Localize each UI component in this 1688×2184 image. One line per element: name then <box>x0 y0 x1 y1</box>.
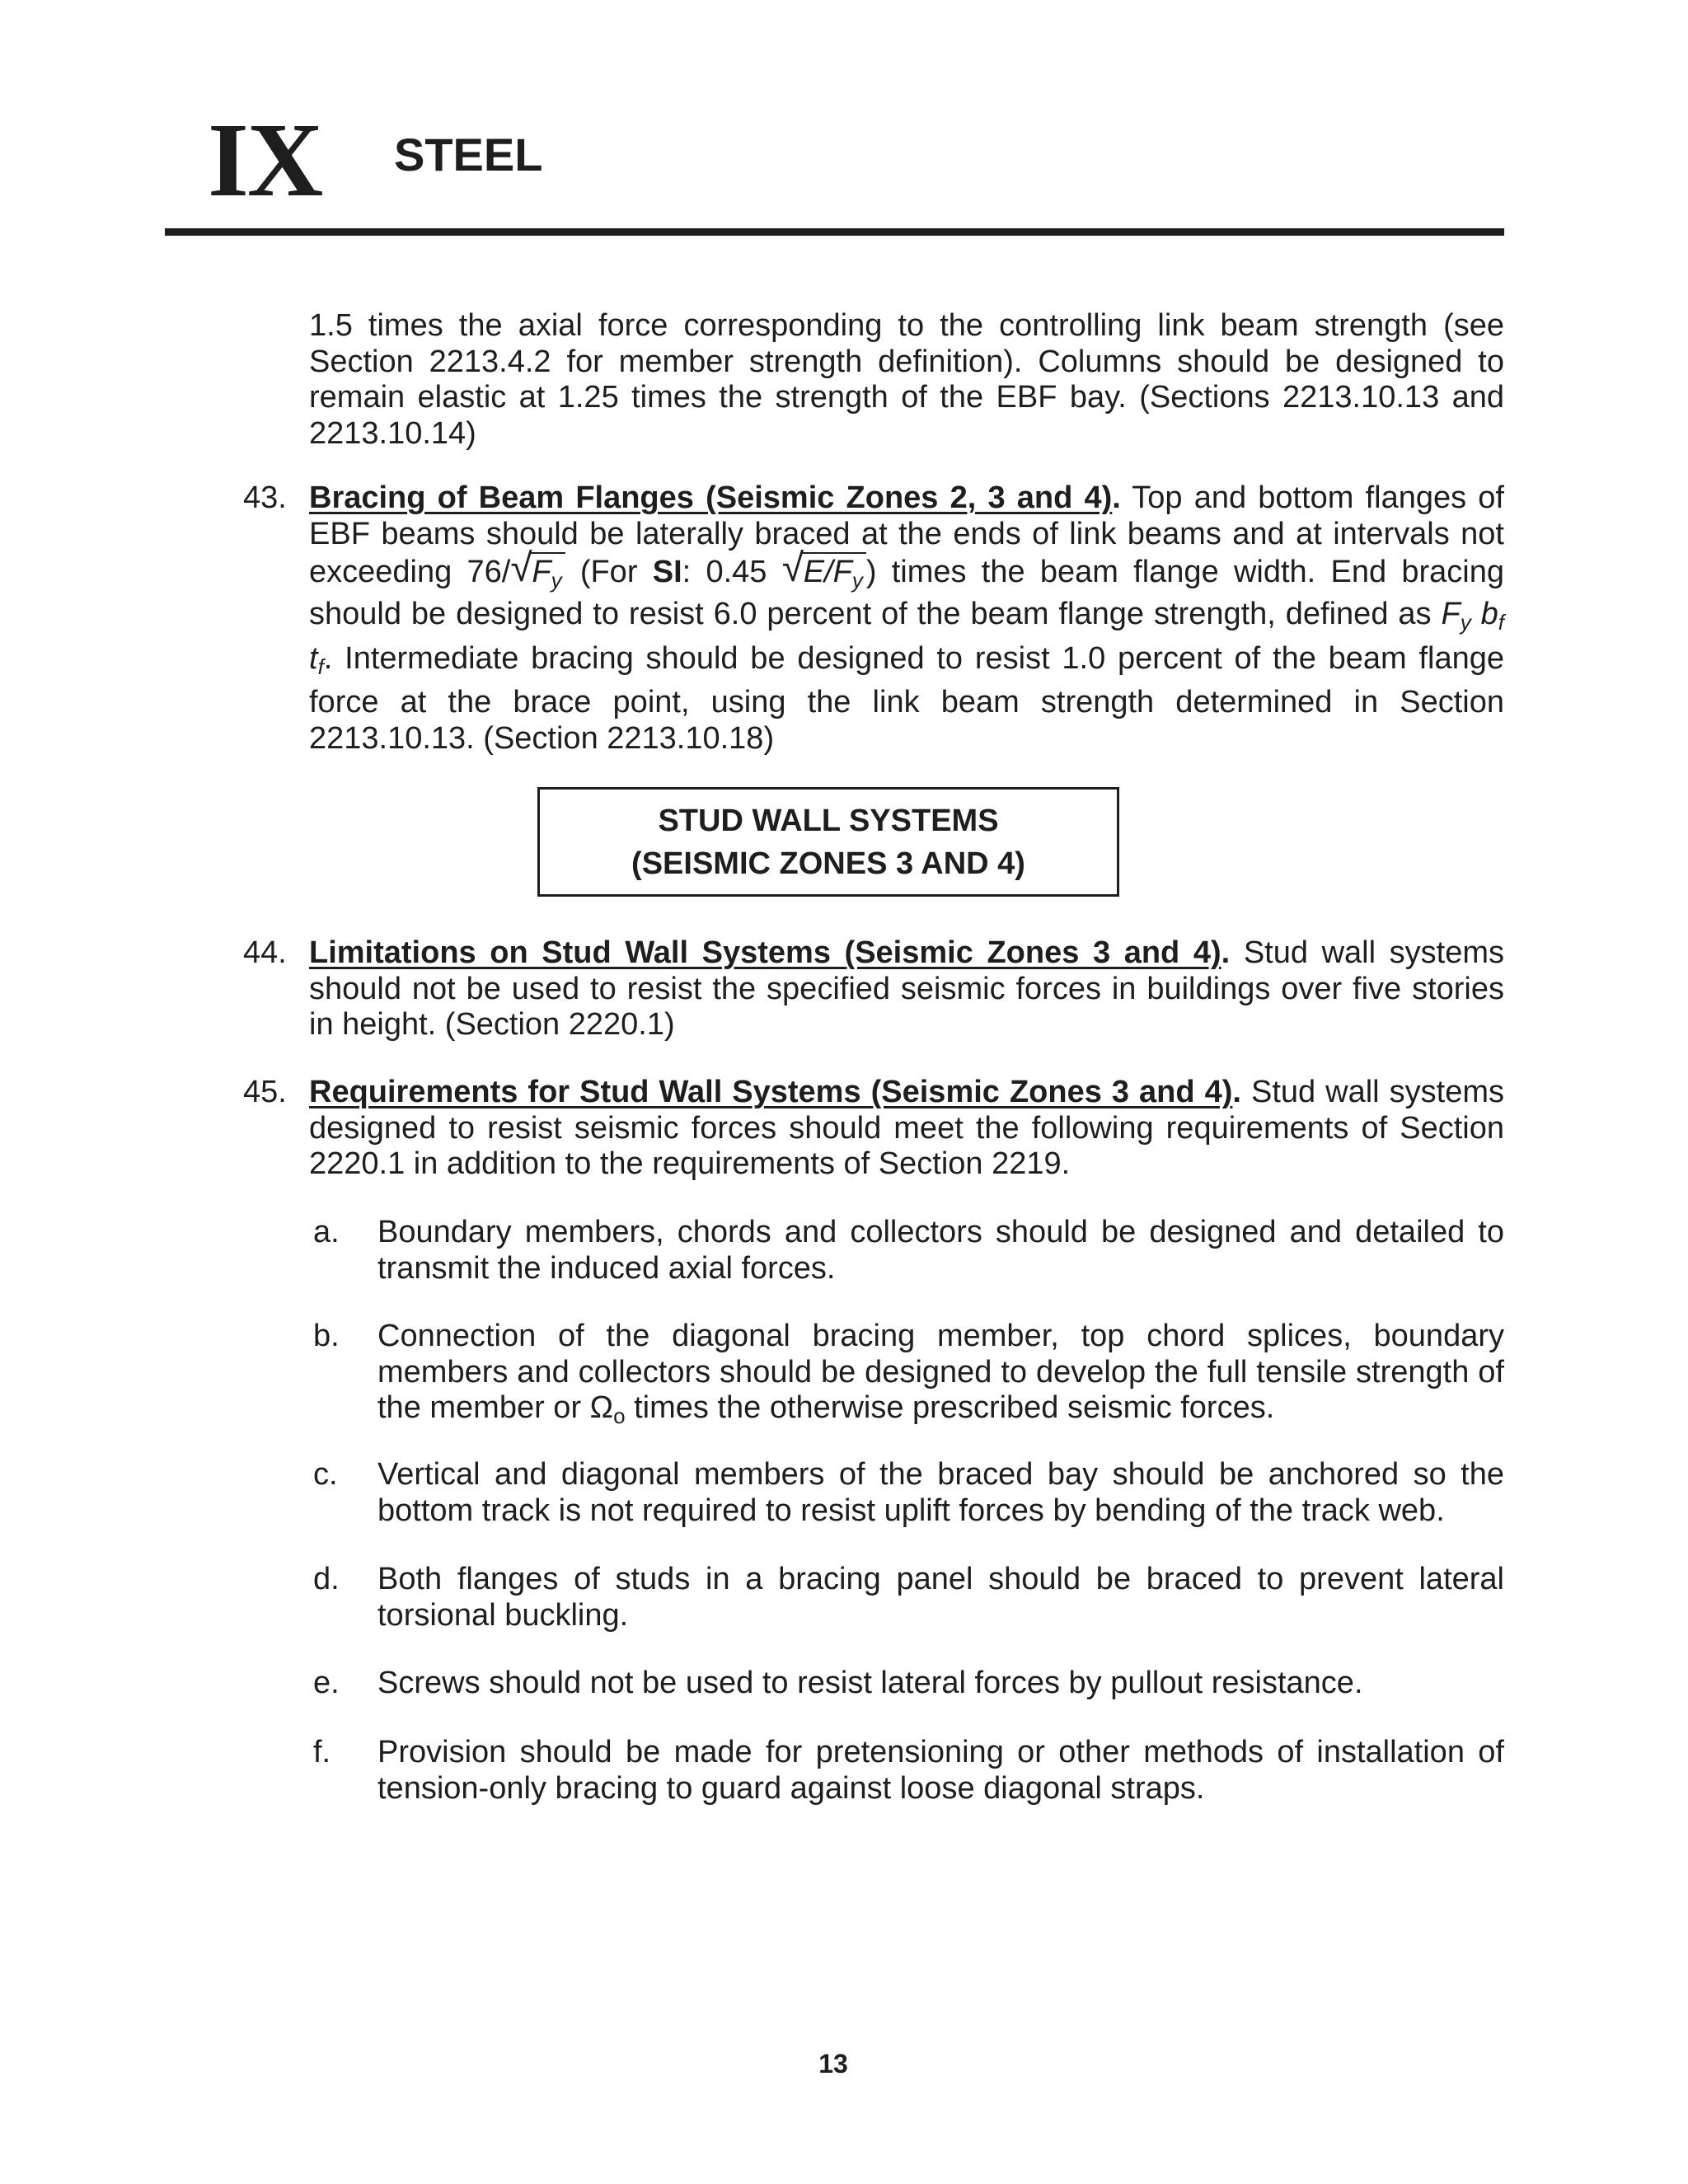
subitem-c-letter: c. <box>313 1457 338 1492</box>
item-45-title-period: . <box>1232 1075 1241 1109</box>
section-heading-box <box>537 787 1119 897</box>
item-43 <box>309 480 1504 757</box>
item-43-title-period: . <box>1112 480 1121 515</box>
e-over-fy-subscript: y <box>851 568 863 593</box>
subitem-b <box>377 1319 1504 1435</box>
subitem-e-text: Screws should not be used to resist lateral forces by pullout resistance. <box>377 1666 1363 1700</box>
subitem-b-text-2: times the otherwise prescribed seismic forces. <box>625 1390 1275 1425</box>
subitem-c <box>377 1457 1504 1529</box>
fy-symbol: F <box>532 555 551 589</box>
e-over-f-symbol: E/F <box>803 555 852 589</box>
subitem-e <box>377 1666 1504 1702</box>
sqrt-e-over-fy-radicand <box>802 552 866 597</box>
item-43-paragraph <box>309 480 1504 757</box>
sqrt-fy <box>510 546 565 597</box>
omega-subscript: o <box>613 1404 626 1428</box>
prod-f-subscript-2: f <box>317 654 324 679</box>
item-44-text: Stud wall systems should not be used to resist the specified seismic forces in buildings over five stories in height. (Section 2220.1) <box>309 935 1504 1042</box>
prod-y-subscript: y <box>1460 610 1471 635</box>
fy-subscript: y <box>551 568 562 593</box>
item-45 <box>309 1075 1504 1183</box>
item-43-text-2: (For <box>565 555 653 589</box>
item-44-title: Limitations on Stud Wall Systems (Seismic Zones 3 and 4) <box>309 935 1221 970</box>
subitem-a <box>377 1215 1504 1286</box>
radical-sign: √ <box>510 546 532 590</box>
radical-sign: √ <box>781 546 804 590</box>
subitem-b-letter: b. <box>313 1319 340 1353</box>
subitem-d-text: Both flanges of studs in a bracing panel should be braced to prevent lateral torsional buckling. <box>377 1562 1504 1633</box>
omega-symbol: Ω <box>589 1390 614 1425</box>
item-43-text-5: . Intermediate bracing should be designed to resist 1.0 percent of the beam flange force at the brace point, using the link beam strength determined in Section 2213.10.13. (Section 2213.10.18) <box>309 640 1504 756</box>
continuation-text: 1.5 times the axial force corresponding to the controlling link beam strength (see Section 2213.4.2 for member strength definition). Columns should be designed to remain elastic at 1.25 times the strength of the EBF bay. (Sections 2213.10.13 and 2213.10.14) <box>309 308 1504 451</box>
item-45-number: 45. <box>243 1075 287 1109</box>
subitem-f-text: Provision should be made for pretensioning or other methods of installation of tension-only bracing to guard against loose diagonal straps. <box>377 1735 1504 1806</box>
section-heading-line-2: (SEISMIC ZONES 3 AND 4) <box>631 846 1025 881</box>
section-heading-line-1: STUD WALL SYSTEMS <box>658 803 999 838</box>
item-43-number: 43. <box>243 480 287 515</box>
item-44 <box>309 935 1504 1043</box>
subitem-d <box>377 1562 1504 1633</box>
item-44-number: 44. <box>243 935 287 970</box>
page-number: 13 <box>818 2049 848 2079</box>
subitem-f-letter: f. <box>313 1735 331 1769</box>
chapter-title: STEEL <box>394 129 543 180</box>
item-43-text-3: : 0.45 <box>682 555 782 589</box>
prod-f-symbol: F <box>1441 597 1461 631</box>
subitem-b-paragraph <box>377 1319 1504 1435</box>
chapter-numeral: IX <box>208 101 322 218</box>
item-45-paragraph <box>309 1075 1504 1183</box>
subitem-a-text: Boundary members, chords and collectors should be designed and detailed to transmit the induced axial forces. <box>377 1215 1504 1286</box>
subitem-d-letter: d. <box>313 1562 340 1596</box>
item-43-text-4: ) times the beam flange width. End bracing should be designed to resist 6.0 percent of the beam flange strength, defined as <box>309 555 1504 631</box>
item-43-title: Bracing of Beam Flanges (Seismic Zones 2, 3 and 4) <box>309 480 1113 515</box>
subitem-c-text: Vertical and diagonal members of the braced bay should be anchored so the bottom track is not required to resist uplift forces by bending of the track web. <box>377 1457 1504 1528</box>
subitem-e-letter: e. <box>313 1666 340 1700</box>
item-43-text-1: Top and bottom flanges of EBF beams should be laterally braced at the ends of link beams and at intervals not exceeding 76/ <box>309 480 1504 589</box>
subitem-a-letter: a. <box>313 1215 340 1249</box>
prod-f-subscript-1: f <box>1498 610 1505 635</box>
item-44-paragraph <box>309 935 1504 1043</box>
subitem-f <box>377 1735 1504 1807</box>
si-label: SI <box>652 555 682 589</box>
sqrt-e-over-fy <box>781 546 866 597</box>
header-rule <box>165 228 1504 236</box>
item-45-title: Requirements for Stud Wall Systems (Seismic Zones 3 and 4) <box>309 1075 1233 1109</box>
item-44-title-period: . <box>1221 935 1231 970</box>
prod-b-symbol: b <box>1480 597 1498 631</box>
prod-t-symbol: t <box>309 640 318 676</box>
sqrt-fy-radicand <box>530 552 565 597</box>
continuation-paragraph <box>309 308 1504 452</box>
item-45-text: Stud wall systems designed to resist seismic forces should meet the following requirements of Section 2220.1 in addition to the requirements of Section 2219. <box>309 1075 1504 1181</box>
subitem-b-text-1: Connection of the diagonal bracing member, top chord splices, boundary members and collectors should be designed to develop the full tensile strength of the member or <box>377 1319 1504 1425</box>
